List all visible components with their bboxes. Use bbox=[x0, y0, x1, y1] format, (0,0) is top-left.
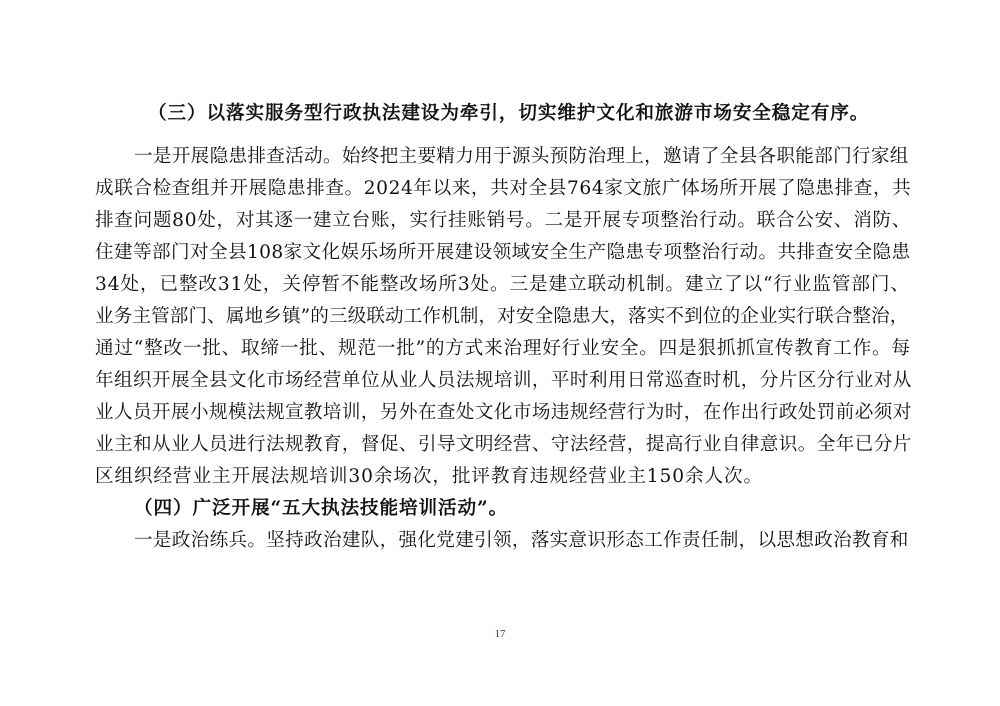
paragraph-line: 区组织经营业主开展法规培训30余场次，批评教育违规经营业主150余人次。 bbox=[95, 466, 763, 487]
page-number: 17 bbox=[494, 628, 506, 640]
paragraph-line: 34处，已整改31处，关停暂不能整改场所3处。三是建立联动机制。建立了以“行业监管部门、 bbox=[95, 274, 910, 295]
section-heading-4: （四）广泛开展“五大执法技能培训活动”。 bbox=[134, 498, 509, 519]
paragraph-line: 成联合检查组并开展隐患排查。2024年以来，共对全县764家文旅广体场所开展了隐患排查，共 bbox=[95, 178, 912, 199]
paragraph-line: 一是开展隐患排查活动。始终把主要精力用于源头预防治理上，邀请了全县各职能部门行家组 bbox=[134, 146, 909, 167]
paragraph-line: 一是政治练兵。坚持政治建队，强化党建引领，落实意识形态工作责任制，以思想政治教育和 bbox=[134, 530, 909, 551]
paragraph-line: 年组织开展全县文化市场经营单位从业人员法规培训，平时利用日常巡查时机，分片区分行业对从 bbox=[95, 370, 912, 391]
paragraph-line: 通过“整改一批、取缔一批、规范一批”的方式来治理好行业安全。四是狠抓抓宣传教育工作。每 bbox=[95, 338, 911, 359]
paragraph-line: 排查问题80处，对其逐一建立台账，实行挂账销号。二是开展专项整治行动。联合公安、消防、 bbox=[95, 210, 912, 231]
paragraph-line: 业务主管部门、属地乡镇”的三级联动工作机制，对安全隐患大，落实不到位的企业实行联合整治， bbox=[95, 306, 909, 327]
paragraph-line: 业人员开展小规模法规宣教培训，另外在查处文化市场违规经营行为时，在作出行政处罚前必须对 bbox=[95, 402, 912, 423]
paragraph-line: 住建等部门对全县108家文化娱乐场所开展建设领域安全生产隐患专项整治行动。共排查安全隐患 bbox=[95, 242, 911, 263]
section-heading-3: （三）以落实服务型行政执法建设为牵引，切实维护文化和旅游市场安全稳定有序。 bbox=[148, 103, 870, 124]
paragraph-line: 业主和从业人员进行法规教育，督促、引导文明经营、守法经营，提高行业自律意识。全年已分片 bbox=[95, 434, 912, 455]
